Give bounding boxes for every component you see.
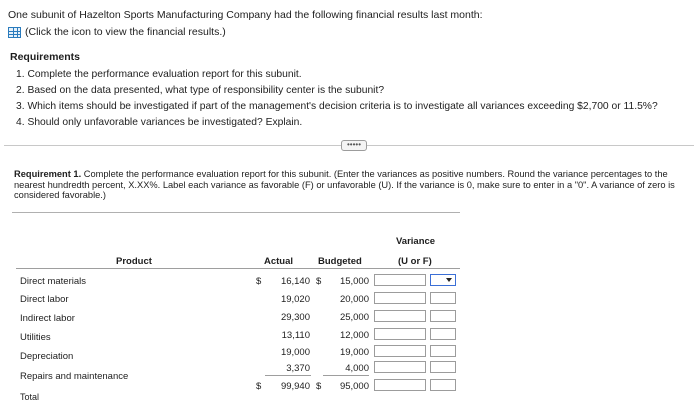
row-label-direct-labor: Direct labor [20,294,69,305]
dollar-sign: $ [256,381,262,392]
data-table-link-label[interactable]: (Click the icon to view the financial results.) [25,26,226,38]
budgeted-total: 95,000 [339,381,369,392]
variance-input-repairs-maintenance[interactable] [374,361,426,373]
uf-select-utilities[interactable] [430,328,456,340]
actual-depreciation: 19,000 [280,347,310,358]
actual-indirect-labor: 29,300 [280,312,310,323]
budgeted-utilities: 12,000 [339,330,369,341]
variance-input-direct-materials[interactable] [374,274,426,286]
budgeted-repairs-maintenance: 4,000 [345,363,369,374]
actual-subtotal-rule [265,375,311,376]
uf-select-indirect-labor[interactable] [430,310,456,322]
header-actual: Actual [264,256,294,267]
requirement-item-4: 4. Should only unfavorable variances be investigated? Explain. [16,117,303,128]
row-label-direct-materials: Direct materials [20,276,86,287]
variance-input-direct-labor[interactable] [374,292,426,304]
variance-input-utilities[interactable] [374,328,426,340]
requirements-title: Requirements [10,51,81,63]
requirement-1-label: Requirement 1. [14,169,82,179]
uf-select-repairs-maintenance[interactable] [430,361,456,373]
row-label-indirect-labor: Indirect labor [20,313,75,324]
actual-repairs-maintenance: 3,370 [286,363,310,374]
variance-input-depreciation[interactable] [374,345,426,357]
table-grid-icon[interactable] [8,27,21,38]
requirement-item-3: 3. Which items should be investigated if part of the management's decision criteria is to investigate all variances exceeding $2,700 or 11.5%? [16,101,658,112]
actual-total: 99,940 [280,381,310,392]
actual-direct-materials: 16,140 [280,276,310,287]
variance-input-indirect-labor[interactable] [374,310,426,322]
header-u-or-f: (U or F) [398,256,432,267]
uf-select-direct-labor[interactable] [430,292,456,304]
budgeted-direct-materials: 15,000 [339,276,369,287]
actual-utilities: 13,110 [281,330,310,341]
budgeted-subtotal-rule [323,375,369,376]
budgeted-indirect-labor: 25,000 [339,312,369,323]
actual-direct-labor: 19,020 [280,294,310,305]
dollar-sign: $ [256,276,262,287]
intro-text: One subunit of Hazelton Sports Manufacturing Company had the following financial results last month: [8,9,483,21]
requirement-item-2: 2. Based on the data presented, what type of responsibility center is the subunit? [16,85,385,96]
uf-select-depreciation[interactable] [430,345,456,357]
variance-input-total[interactable] [374,379,426,391]
row-label-total: Total [20,392,40,402]
header-product: Product [116,256,152,267]
header-budgeted: Budgeted [318,256,362,267]
header-rule [16,268,460,269]
header-variance: Variance [396,236,436,247]
data-table-link[interactable] [8,26,226,38]
row-label-repairs-maintenance: Repairs and maintenance [20,371,129,382]
dollar-sign: $ [316,276,322,287]
row-label-depreciation: Depreciation [20,351,74,362]
requirement-1-instructions [14,169,698,201]
expand-collapse-button[interactable]: ••••• [341,140,367,151]
instructions-underline [12,212,460,213]
dollar-sign: $ [316,381,322,392]
requirement-item-1: 1. Complete the performance evaluation report for this subunit. [16,69,302,80]
row-label-utilities: Utilities [20,332,51,343]
budgeted-depreciation: 19,000 [339,347,369,358]
uf-select-total[interactable] [430,379,456,391]
uf-select-direct-materials[interactable] [430,274,456,286]
budgeted-direct-labor: 20,000 [339,294,369,305]
requirement-1-body: Complete the performance evaluation report for this subunit. (Enter the variances as positive numbers. Round the variance percentages to the nearest hundredth percent, X.XX%. Label each variance as favorable (F) or unfavorable (U). If the variance is 0, make sure to enter in a "0". A variance of zero is considered favorable.) [14,169,675,200]
